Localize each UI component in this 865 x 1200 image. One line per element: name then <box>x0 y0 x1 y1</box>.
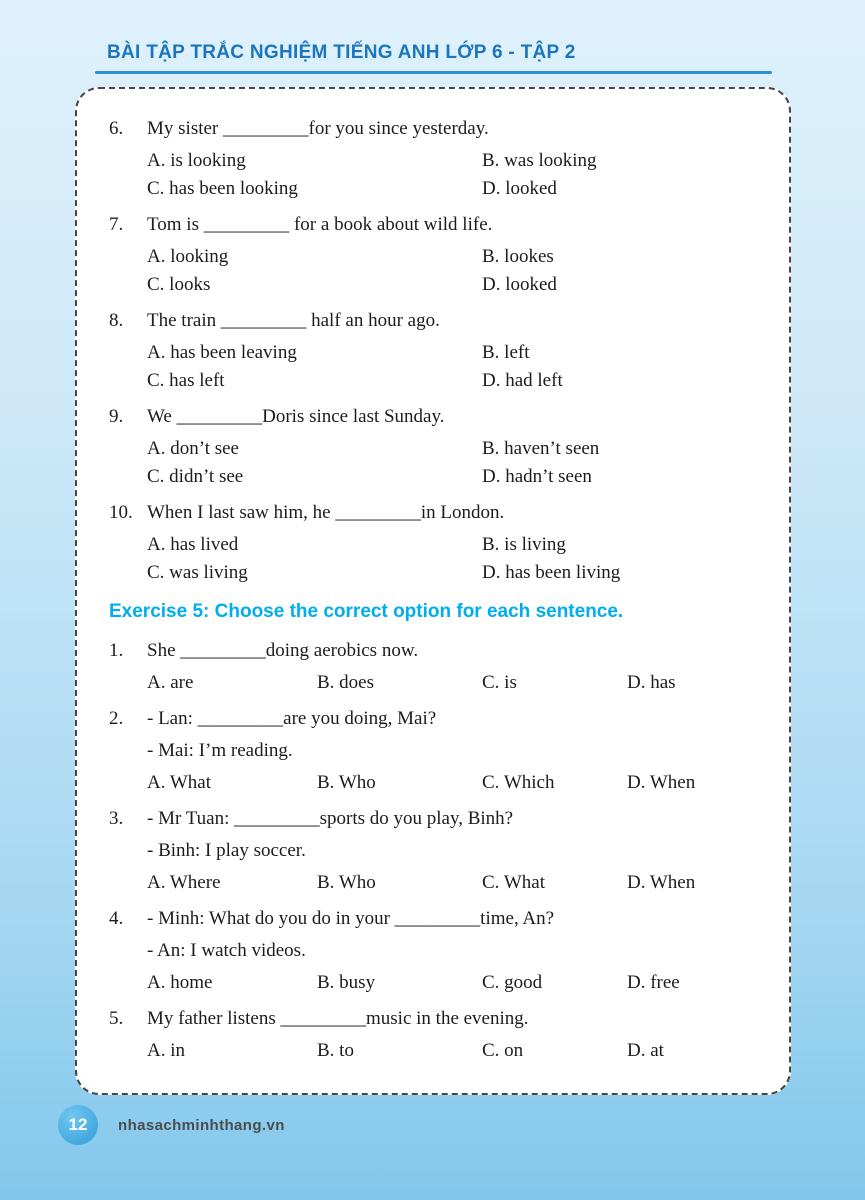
answer-option: B. to <box>317 1040 354 1061</box>
question-number: 7. <box>109 214 124 235</box>
question-block <box>109 1003 757 1067</box>
question-block <box>109 209 757 301</box>
answer-option: A. has been leaving <box>147 342 297 363</box>
answer-option: A. in <box>147 1040 185 1061</box>
question-block <box>109 401 757 493</box>
question-block <box>109 113 757 205</box>
options-grid <box>147 145 757 205</box>
question-line <box>109 935 757 967</box>
answer-option: D. had left <box>482 370 563 391</box>
question-number: 1. <box>109 640 124 661</box>
answer-option: B. Who <box>317 872 376 893</box>
answer-option: B. haven’t seen <box>482 438 600 459</box>
answer-option: A. don’t see <box>147 438 239 459</box>
question-text: She _________doing aerobics now. <box>147 640 419 661</box>
options-grid <box>147 667 757 699</box>
question-list-part1 <box>109 113 757 589</box>
question-text: My sister _________for you since yesterday. <box>147 118 489 139</box>
header-rule <box>95 71 772 74</box>
options-grid <box>147 337 757 397</box>
question-text: - Minh: What do you do in your _________time, An? <box>147 908 555 929</box>
question-text: - An: I watch videos. <box>147 940 306 961</box>
question-line <box>109 401 757 433</box>
options-grid <box>147 767 757 799</box>
question-line <box>109 635 757 667</box>
answer-option: D. hadn’t seen <box>482 466 592 487</box>
answer-option: D. has <box>627 672 676 693</box>
answer-option: B. was looking <box>482 150 597 171</box>
question-list-exercise5 <box>109 635 757 1067</box>
question-number: 3. <box>109 808 124 829</box>
answer-option: C. is <box>482 672 517 693</box>
exercise-heading: Exercise 5: Choose the correct option for each sentence. <box>109 601 624 622</box>
answer-option: D. looked <box>482 178 557 199</box>
header-title: BÀI TẬP TRẮC NGHIỆM TIẾNG ANH LỚP 6 - TẬP 2 <box>107 42 576 63</box>
page-number-badge: 12 <box>58 1105 98 1145</box>
question-number: 6. <box>109 118 124 139</box>
options-grid <box>147 867 757 899</box>
question-block <box>109 703 757 799</box>
question-text: - Lan: _________are you doing, Mai? <box>147 708 437 729</box>
options-grid <box>147 529 757 589</box>
answer-option: C. didn’t see <box>147 466 244 487</box>
question-line <box>109 735 757 767</box>
answer-option: C. What <box>482 872 545 893</box>
answer-option: C. good <box>482 972 543 993</box>
content-card <box>75 87 791 1095</box>
answer-option: B. busy <box>317 972 376 993</box>
question-line <box>109 305 757 337</box>
options-grid <box>147 1035 757 1067</box>
question-text: Tom is _________ for a book about wild life. <box>147 214 493 235</box>
answer-option: D. When <box>627 872 696 893</box>
question-number: 10. <box>109 502 133 523</box>
question-line <box>109 835 757 867</box>
footer-site-text: nhasachminhthang.vn <box>118 1116 285 1134</box>
answer-option: C. was living <box>147 562 248 583</box>
answer-option: C. on <box>482 1040 524 1061</box>
question-block <box>109 903 757 999</box>
question-number: 5. <box>109 1008 124 1029</box>
question-line <box>109 703 757 735</box>
options-grid <box>147 967 757 999</box>
question-text: When I last saw him, he _________in London. <box>147 502 505 523</box>
answer-option: A. home <box>147 972 213 993</box>
question-text: - Binh: I play soccer. <box>147 840 306 861</box>
answer-option: A. are <box>147 672 194 693</box>
question-line <box>109 1003 757 1035</box>
question-text: - Mr Tuan: _________sports do you play, Binh? <box>147 808 514 829</box>
question-text: The train _________ half an hour ago. <box>147 310 440 331</box>
answer-option: B. Who <box>317 772 376 793</box>
answer-option: D. free <box>627 972 680 993</box>
answer-option: C. Which <box>482 772 555 793</box>
question-text: My father listens _________music in the evening. <box>147 1008 529 1029</box>
answer-option: B. left <box>482 342 530 363</box>
question-number: 4. <box>109 908 124 929</box>
options-grid <box>147 433 757 493</box>
question-number: 9. <box>109 406 124 427</box>
question-text: - Mai: I’m reading. <box>147 740 293 761</box>
question-line <box>109 497 757 529</box>
question-text: We _________Doris since last Sunday. <box>147 406 445 427</box>
answer-option: A. What <box>147 772 212 793</box>
answer-option: B. is living <box>482 534 566 555</box>
answer-option: A. is looking <box>147 150 246 171</box>
question-line <box>109 209 757 241</box>
answer-option: A. looking <box>147 246 229 267</box>
answer-option: D. at <box>627 1040 664 1061</box>
question-block <box>109 305 757 397</box>
question-line <box>109 803 757 835</box>
answer-option: B. does <box>317 672 374 693</box>
answer-option: B. lookes <box>482 246 554 267</box>
question-line <box>109 903 757 935</box>
answer-option: C. has been looking <box>147 178 298 199</box>
answer-option: D. When <box>627 772 696 793</box>
answer-option: A. Where <box>147 872 221 893</box>
question-number: 8. <box>109 310 124 331</box>
answer-option: A. has lived <box>147 534 239 555</box>
answer-option: C. looks <box>147 274 211 295</box>
options-grid <box>147 241 757 301</box>
question-block <box>109 803 757 899</box>
question-block <box>109 635 757 699</box>
question-number: 2. <box>109 708 124 729</box>
answer-option: D. has been living <box>482 562 621 583</box>
page-footer <box>58 1105 865 1145</box>
question-line <box>109 113 757 145</box>
answer-option: D. looked <box>482 274 557 295</box>
page-header <box>0 0 865 74</box>
question-block <box>109 497 757 589</box>
answer-option: C. has left <box>147 370 225 391</box>
